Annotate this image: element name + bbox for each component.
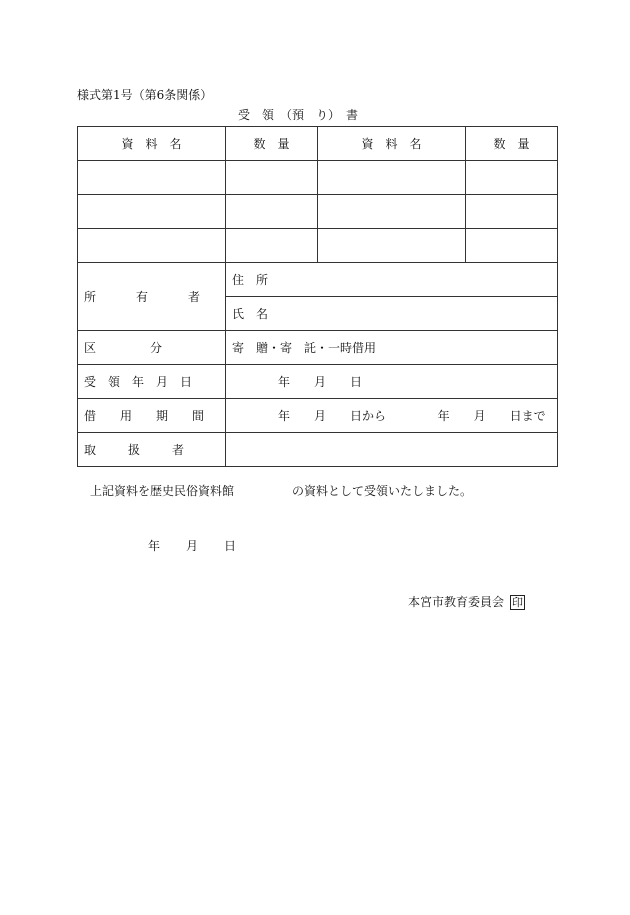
issuer — [408, 593, 525, 610]
header-quantity-2: 数 量 — [466, 127, 558, 161]
seal-mark: 印 — [512, 596, 524, 609]
address-label: 住 所 — [232, 273, 269, 287]
handler-label: 取 扱 者 — [78, 433, 226, 467]
date-day: 日 — [224, 539, 237, 553]
issuer-name: 本宮市教育委員会 — [408, 595, 505, 609]
loan-to: 年 月 日まで — [437, 409, 546, 423]
header-material-name-2: 資 料 名 — [318, 127, 466, 161]
material-name-cell[interactable] — [78, 161, 226, 195]
quantity-cell[interactable] — [466, 161, 558, 195]
receipt-table — [77, 126, 558, 467]
quantity-cell[interactable] — [466, 229, 558, 263]
received-date-label: 受 領 年 月 日 — [78, 365, 226, 399]
material-name-cell[interactable] — [78, 229, 226, 263]
owner-label: 所 有 者 — [78, 263, 226, 331]
received-date-value: 年 月 日 — [278, 375, 363, 389]
header-quantity-1: 数 量 — [226, 127, 318, 161]
table-row — [78, 195, 558, 229]
quantity-cell[interactable] — [466, 195, 558, 229]
quantity-cell[interactable] — [226, 161, 318, 195]
category-label: 区 分 — [78, 331, 226, 365]
owner-name-field[interactable] — [226, 297, 558, 331]
handler-field[interactable] — [226, 433, 558, 467]
category-value[interactable]: 寄 贈・寄 託・一時借用 — [226, 331, 558, 365]
table-row — [78, 161, 558, 195]
document-title: 受 領 （預 り） 書 — [238, 108, 359, 122]
owner-address-row — [78, 263, 558, 297]
material-name-cell[interactable] — [78, 195, 226, 229]
statement-part2: の資料として受領いたしました。 — [292, 484, 473, 498]
date-year: 年 — [148, 539, 161, 553]
category-row — [78, 331, 558, 365]
handler-row — [78, 433, 558, 467]
statement — [90, 482, 472, 499]
date-line — [148, 537, 236, 554]
quantity-cell[interactable] — [226, 229, 318, 263]
loan-period-row — [78, 399, 558, 433]
table-header-row — [78, 127, 558, 161]
form-number: 様式第1号（第6条関係） — [77, 88, 213, 102]
loan-from: 年 月 日から — [278, 409, 387, 423]
material-name-cell[interactable] — [318, 161, 466, 195]
statement-part1: 上記資料を歴史民俗資料館 — [90, 484, 235, 498]
quantity-cell[interactable] — [226, 195, 318, 229]
material-name-cell[interactable] — [318, 229, 466, 263]
name-label: 氏 名 — [232, 307, 269, 321]
loan-period-field[interactable] — [226, 399, 558, 433]
owner-address-field[interactable] — [226, 263, 558, 297]
table-row — [78, 229, 558, 263]
header-material-name-1: 資 料 名 — [78, 127, 226, 161]
loan-period-label: 借 用 期 間 — [78, 399, 226, 433]
received-date-field[interactable] — [226, 365, 558, 399]
material-name-cell[interactable] — [318, 195, 466, 229]
date-month: 月 — [186, 539, 199, 553]
received-date-row — [78, 365, 558, 399]
